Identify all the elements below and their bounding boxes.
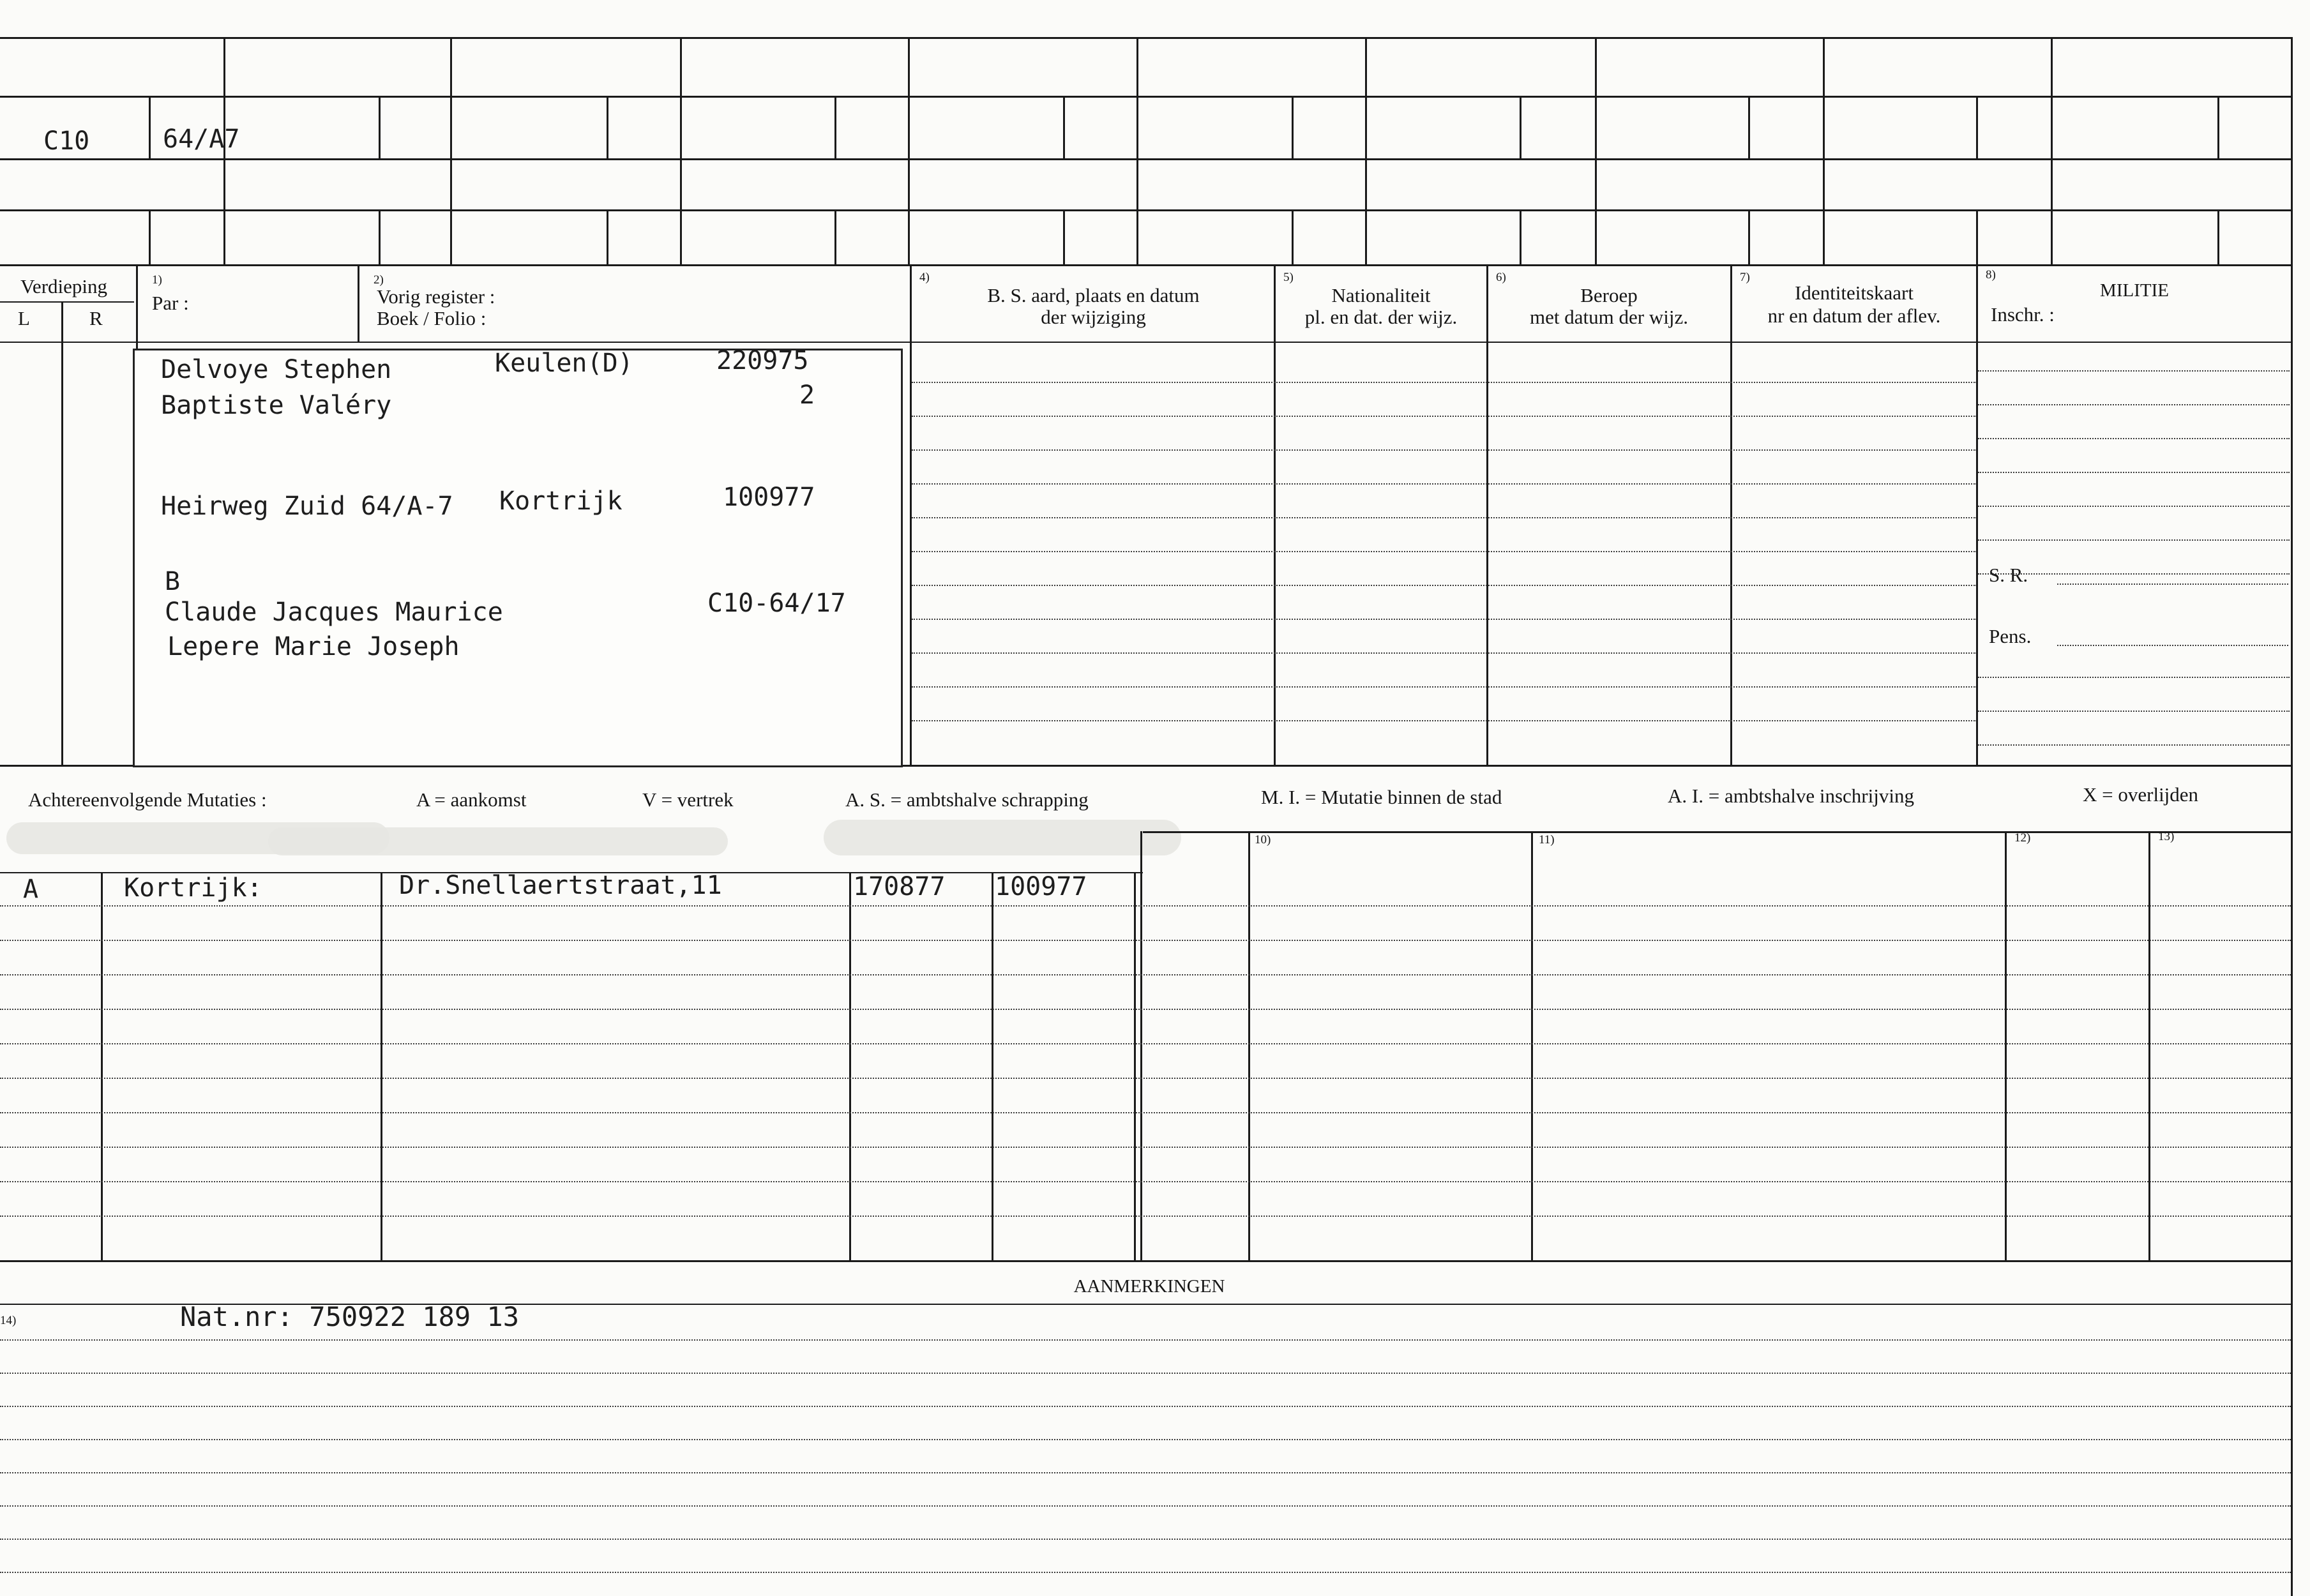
ruling-line xyxy=(912,652,1977,654)
mutation-type: A xyxy=(23,875,39,904)
col-1-label: Par : xyxy=(152,292,189,314)
ruling-line xyxy=(1978,404,2290,405)
col-8-inschr: Inschr. : xyxy=(1991,303,2055,326)
legend-mi: M. I. = Mutatie binnen de stad xyxy=(1261,786,1502,808)
ruling-line xyxy=(1978,506,2290,507)
top-sub-divider xyxy=(834,209,836,264)
top-sub-divider xyxy=(1520,96,1521,158)
card-birthdate: 220975 xyxy=(716,346,809,375)
card-sex-code: 2 xyxy=(799,380,815,410)
col-8-pens: Pens. xyxy=(1989,625,2032,647)
remarks-title: AANMERKINGEN xyxy=(1073,1276,1225,1297)
col-7-left-border xyxy=(1730,264,1732,766)
ruling-line xyxy=(0,1147,2291,1148)
top-sub-divider xyxy=(379,96,381,158)
top-border-line xyxy=(0,37,2292,39)
col-1-number: 1) xyxy=(152,273,162,287)
col-5-left-border xyxy=(1274,264,1276,766)
top-sub-divider xyxy=(1748,209,1750,264)
col-2-left-border xyxy=(358,264,359,342)
mut-col-divider xyxy=(1134,872,1136,1260)
ruling-line xyxy=(0,1572,2291,1573)
mut-col-divider xyxy=(2005,831,2007,1260)
col-6-line1: Beroep xyxy=(1580,284,1638,306)
mutation-date2: 100977 xyxy=(995,872,1087,901)
ruling-line xyxy=(0,1216,2291,1217)
top-sub-divider xyxy=(379,209,381,264)
mut-col-divider xyxy=(1140,831,1142,1260)
mutations-bottom-line xyxy=(0,1260,2292,1262)
col-5-line2: pl. en dat. der wijz. xyxy=(1304,306,1458,328)
remarks-nat-nr: Nat.nr: 750922 189 13 xyxy=(180,1301,520,1332)
legend-v: V = vertrek xyxy=(642,788,734,811)
top-sub-divider xyxy=(149,209,151,264)
col-8-number: 8) xyxy=(1986,268,1996,282)
col-5-number: 5) xyxy=(1283,271,1294,284)
card-ref: C10-64/17 xyxy=(707,589,846,618)
ruling-line xyxy=(912,585,1977,586)
col-8-left-border xyxy=(1976,264,1978,766)
mut-col-10: 10) xyxy=(1255,833,1271,847)
col-7-line2: nr en datum der aflev. xyxy=(1767,305,1941,327)
card-name-line1: Delvoye Stephen xyxy=(161,355,392,384)
top-address-code: 64/A7 xyxy=(163,124,240,154)
top-sub-divider xyxy=(149,96,151,158)
top-sub-divider xyxy=(607,209,608,264)
ruling-line xyxy=(1978,677,2290,678)
mutation-date1: 170877 xyxy=(853,872,946,901)
ruling-line xyxy=(1978,744,2290,746)
mut-col-13: 13) xyxy=(2158,830,2175,843)
ruling-line xyxy=(0,1439,2291,1440)
floor-divider xyxy=(61,302,63,766)
col-6-number: 6) xyxy=(1496,271,1506,284)
sr-fill-line xyxy=(2057,583,2288,585)
card-birthplace: Keulen(D) xyxy=(495,349,633,378)
right-border xyxy=(2291,37,2293,1596)
top-sub-divider xyxy=(607,96,608,158)
card-address: Heirweg Zuid 64/A-7 xyxy=(161,492,453,521)
mut-col-12: 12) xyxy=(2014,831,2031,845)
pens-fill-line xyxy=(2057,645,2288,646)
ruling-line xyxy=(1978,472,2290,473)
legend-as: A. S. = ambtshalve schrapping xyxy=(845,788,1089,811)
mutation-street: Dr.Snellaertstraat,11 xyxy=(399,871,722,900)
ruling-line xyxy=(912,686,1977,688)
mut-col-divider xyxy=(2148,831,2150,1260)
top-col-divider xyxy=(1823,37,1825,264)
top-col-divider xyxy=(1595,37,1597,264)
header-bottom-line xyxy=(0,342,2292,343)
col-8-sr: S. R. xyxy=(1989,564,2028,586)
top-sub-divider xyxy=(1292,209,1294,264)
ruling-line xyxy=(0,1078,2291,1079)
remarks-number: 14) xyxy=(0,1314,17,1327)
col-4-left-border xyxy=(910,264,912,766)
top-col-divider xyxy=(680,37,682,264)
col-2-number: 2) xyxy=(374,273,384,287)
col-6-left-border xyxy=(1486,264,1488,766)
ruling-line xyxy=(912,619,1977,620)
col-7-number: 7) xyxy=(1740,271,1750,284)
col-7-line1: Identiteitskaart xyxy=(1795,282,1914,304)
ruling-line xyxy=(1978,711,2290,712)
ruling-line xyxy=(0,1373,2291,1374)
col-8-title: MILITIE xyxy=(2100,280,2169,301)
top-col-divider xyxy=(1136,37,1138,264)
mut-col-11: 11) xyxy=(1539,833,1555,847)
col-5-line1: Nationaliteit xyxy=(1331,284,1431,306)
top-grid-line-4 xyxy=(0,209,2292,211)
ruling-line xyxy=(0,1505,2291,1507)
col-4-line2: der wijziging xyxy=(1041,306,1146,328)
ruling-line xyxy=(0,905,2291,907)
ruling-line xyxy=(0,1406,2291,1407)
smudge-3 xyxy=(824,820,1181,855)
card-name-line2: Baptiste Valéry xyxy=(161,391,392,420)
ruling-line xyxy=(0,1112,2291,1113)
top-sub-divider xyxy=(834,96,836,158)
col-2-line2: Boek / Folio : xyxy=(377,307,487,329)
ruling-line xyxy=(1978,438,2290,439)
floor-right: R xyxy=(89,307,103,329)
card-marker: B xyxy=(165,567,181,596)
ruling-line xyxy=(912,483,1977,485)
mut-col-divider xyxy=(1531,831,1533,1260)
top-sub-divider xyxy=(1976,96,1978,158)
ruling-line xyxy=(0,1472,2291,1473)
ruling-line xyxy=(912,449,1977,451)
top-grid-line-5 xyxy=(0,264,2292,266)
ruling-line xyxy=(0,1043,2291,1044)
legend-ai: A. I. = ambtshalve inschrijving xyxy=(1668,785,1914,807)
ruling-line xyxy=(912,382,1977,383)
col-4-number: 4) xyxy=(919,271,930,284)
mutations-title: Achtereenvolgende Mutaties : xyxy=(28,788,267,811)
ruling-line xyxy=(912,551,1977,552)
ruling-line xyxy=(1978,370,2290,372)
ruling-line xyxy=(1978,539,2290,541)
floor-title: Verdieping xyxy=(20,275,108,297)
top-code: C10 xyxy=(43,126,90,156)
top-col-divider xyxy=(450,37,452,264)
top-sub-divider xyxy=(2217,96,2219,158)
card-address-date: 100977 xyxy=(723,483,815,512)
top-col-divider xyxy=(2051,37,2053,264)
ruling-line xyxy=(0,974,2291,975)
mut-col-divider xyxy=(849,872,851,1260)
mut-col-divider xyxy=(381,872,382,1260)
ruling-line xyxy=(1978,573,2290,575)
top-sub-divider xyxy=(2217,209,2219,264)
legend-a: A = aankomst xyxy=(416,788,527,811)
mutation-city: Kortrijk: xyxy=(124,873,262,903)
ruling-line xyxy=(0,1181,2291,1182)
top-sub-divider xyxy=(1520,209,1521,264)
mut-col-divider xyxy=(101,872,103,1260)
mutations-top-line xyxy=(1143,831,2291,833)
ruling-line xyxy=(0,940,2291,941)
top-sub-divider xyxy=(1976,209,1978,264)
ruling-line xyxy=(912,517,1977,518)
card-mother: Lepere Marie Joseph xyxy=(167,632,460,661)
top-col-divider xyxy=(908,37,910,264)
ruling-line xyxy=(912,720,1977,721)
top-sub-divider xyxy=(1063,209,1065,264)
floor-left: L xyxy=(18,307,30,329)
top-sub-divider xyxy=(1748,96,1750,158)
card-city: Kortrijk xyxy=(499,486,623,516)
card-father: Claude Jacques Maurice xyxy=(165,598,503,627)
ruling-line xyxy=(912,416,1977,417)
col-6-line2: met datum der wijz. xyxy=(1530,306,1688,328)
legend-x: X = overlijden xyxy=(2083,783,2199,806)
floor-title-rule xyxy=(0,301,134,303)
mut-col-divider xyxy=(992,872,993,1260)
mut-col-divider xyxy=(1248,831,1250,1260)
smudge-2 xyxy=(268,827,728,855)
ruling-line xyxy=(0,1339,2291,1341)
col-4-line1: B. S. aard, plaats en datum xyxy=(987,284,1200,306)
ruling-line xyxy=(0,1539,2291,1540)
ruling-line xyxy=(0,1009,2291,1010)
top-sub-divider xyxy=(1292,96,1294,158)
col-2-line1: Vorig register : xyxy=(377,285,495,308)
top-grid-line-2 xyxy=(0,96,2292,98)
top-sub-divider xyxy=(1063,96,1065,158)
top-col-divider xyxy=(1365,37,1367,264)
top-grid-line-3 xyxy=(0,158,2292,160)
